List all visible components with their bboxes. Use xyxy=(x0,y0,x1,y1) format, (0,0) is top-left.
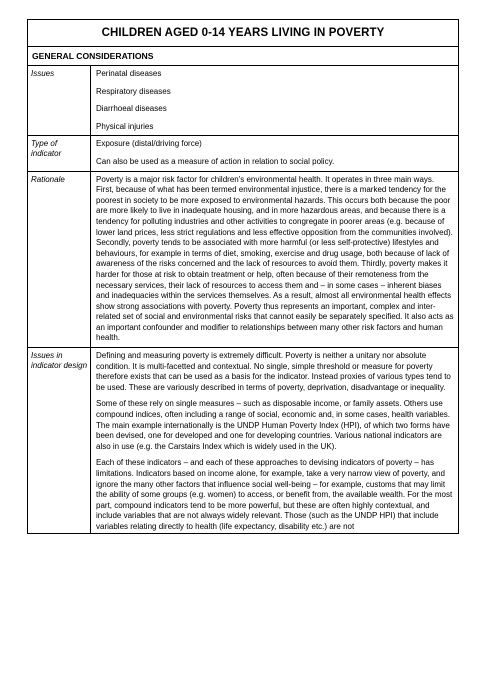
type-of-indicator-row xyxy=(28,136,458,171)
row-label: Rationale xyxy=(28,172,91,348)
row-content xyxy=(91,172,458,348)
row-content xyxy=(91,66,458,135)
row-content xyxy=(91,348,458,533)
row-label: Issues in indicator design xyxy=(28,348,91,533)
list-item: Exposure (distal/driving force) xyxy=(96,139,202,149)
paragraph: Some of these rely on single measures – such as disposable income, or family assets. Others use compound indices, often including a range of social, economic and, in some cases, health variables. The main example internationally is the UNDP Human Poverty Index (HPI), of which two forms have been devised, one for developed and one for developing countries. Various national indicators are also in use (e.g. the Carstairs Index which is widely used in the UK). xyxy=(96,399,450,451)
issues-in-indicator-design-row xyxy=(28,348,458,533)
list-item: Perinatal diseases xyxy=(96,69,162,78)
list-item: Can also be used as a measure of action in relation to social policy. xyxy=(96,156,335,166)
rationale-row xyxy=(28,172,458,349)
page-title: CHILDREN AGED 0-14 YEARS LIVING IN POVERTY xyxy=(28,20,458,47)
row-content xyxy=(91,136,458,170)
section-heading: GENERAL CONSIDERATIONS xyxy=(28,47,458,66)
paragraph: Defining and measuring poverty is extremely difficult. Poverty is neither a unitary nor absolute condition. It is multi-facetted and contextual. No single, simple threshold or measure for poverty therefore exists that can be used as a basis for the indicator. Instead proxies of various types tend to be used. These are variously described in terms of poverty, deprivation, disadvantage or inequality. xyxy=(96,351,451,392)
paragraph: Each of these indicators – and each of these approaches to devising indicators of poverty – has limitations. Indicators based on income alone, for example, take a very narrow view of poverty, and ignore the many other factors that influence social well-being – for example, customs that may limit the ability of some groups (e.g. women) to access, or benefit from, the available wealth. For the most part, compound indicators tend to be more powerful, but these are often highly contextual, and include variables that are not always widely relevant. Those (such as the UNDP HPI) that include variables relating directly to health (life expectancy, disability etc.) are not xyxy=(96,458,453,531)
list-item: Diarrhoeal diseases xyxy=(96,104,167,114)
row-label: Type of indicator xyxy=(28,136,91,170)
list-item: Physical injuries xyxy=(96,121,154,131)
list-item: Respiratory diseases xyxy=(96,86,171,96)
row-label: Issues xyxy=(28,66,91,135)
indicator-table xyxy=(27,19,459,534)
paragraph: Poverty is a major risk factor for children's environmental health. It operates in three main ways. First, because of what has been termed environmental injustice, there is a marked tendency for the poorest in society to be more exposed to environmental hazards. This occurs both because the poor are more likely to live in inadequate housing, and in more hazardous areas, and because there is a tendency for polluting industries and other activities to congregate in poorer areas (e.g. because of lower land prices, less strict regulations and less effective opposition from the communities involved). Secondly, poverty tends to be associated with more harmful (or less self-protective) lifestyles and behaviours, for example in terms of diet, smoking, exercise and drug usage, both because of lack of awareness of the risks concerned and the lack of resources to avoid them. Thirdly, poverty makes it harder for those at risk to obtain treatment or help, often because of their remoteness from the necessary services, their lack of resources to access them and – in some cases – inherent biases and inadequacies within the services themselves. As a result, almost all environmental health effects show strong associations with poverty. Poverty thus represents an important, complex and inter-related set of social and environmental risks that cannot easily be separately specified. It also acts as an important confounder and modifier to relationships between many other risk factors and human health. xyxy=(96,174,454,343)
issues-row xyxy=(28,66,458,136)
